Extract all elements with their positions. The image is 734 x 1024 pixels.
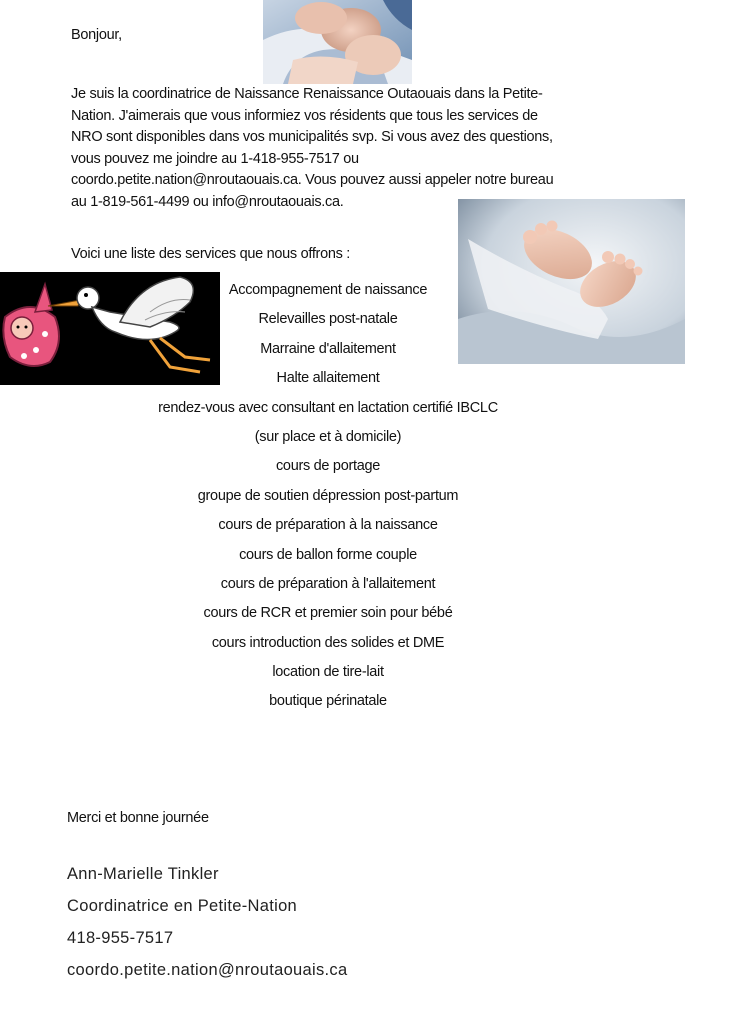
list-item: (sur place et à domicile) — [254, 428, 402, 445]
list-item: boutique périnatale — [269, 693, 387, 710]
list-item: cours de ballon forme couple — [239, 546, 417, 563]
signature-block — [67, 863, 347, 991]
intro-line: Je suis la coordinatrice de Naissance Renaissance Outaouais dans la Petite- — [71, 86, 543, 102]
list-item: location de tire-lait — [272, 664, 384, 681]
intro-paragraph — [71, 84, 611, 213]
services-list — [0, 280, 656, 721]
list-item: groupe de soutien dépression post-partum — [197, 487, 459, 504]
intro-line: NRO sont disponibles dans vos municipalités svp. Si vous avez des questions, — [71, 129, 553, 145]
intro-line: Nation. J'aimerais que vous informiez vos résidents que tous les services de — [71, 107, 538, 124]
greeting: Bonjour, — [71, 27, 122, 43]
list-item: cours de préparation à la naissance — [218, 517, 438, 534]
list-item: Relevailles post-natale — [258, 311, 398, 328]
intro-line: vous pouvez me joindre au 1-418-955-7517 ou — [71, 150, 359, 167]
intro-line: au 1-819-561-4499 ou info@nroutaouais.ca. — [71, 193, 344, 210]
intro-line: coordo.petite.nation@nroutaouais.ca. Vous pouvez aussi appeler notre bureau — [71, 172, 554, 188]
list-item: rendez-vous avec consultant en lactation certifié IBCLC — [158, 399, 498, 416]
services-intro: Voici une liste des services que nous offrons : — [71, 246, 351, 262]
list-item: cours de portage — [275, 458, 381, 475]
list-item: Marraine d'allaitement — [260, 340, 396, 357]
signature-title: Coordinatrice en Petite-Nation — [67, 897, 298, 915]
list-item: cours de préparation à l'allaitement — [220, 575, 436, 592]
list-item: Accompagnement de naissance — [228, 282, 428, 298]
breastfeeding-photo — [263, 0, 412, 84]
signature-name: Ann-Marielle Tinkler — [67, 865, 219, 883]
closing-line: Merci et bonne journée — [67, 810, 209, 826]
list-item: Halte allaitement — [276, 370, 380, 387]
list-item: cours de RCR et premier soin pour bébé — [203, 605, 453, 622]
list-item: cours introduction des solides et DME — [211, 634, 445, 651]
signature-email: coordo.petite.nation@nroutaouais.ca — [67, 961, 348, 979]
signature-phone: 418-955-7517 — [67, 929, 174, 947]
